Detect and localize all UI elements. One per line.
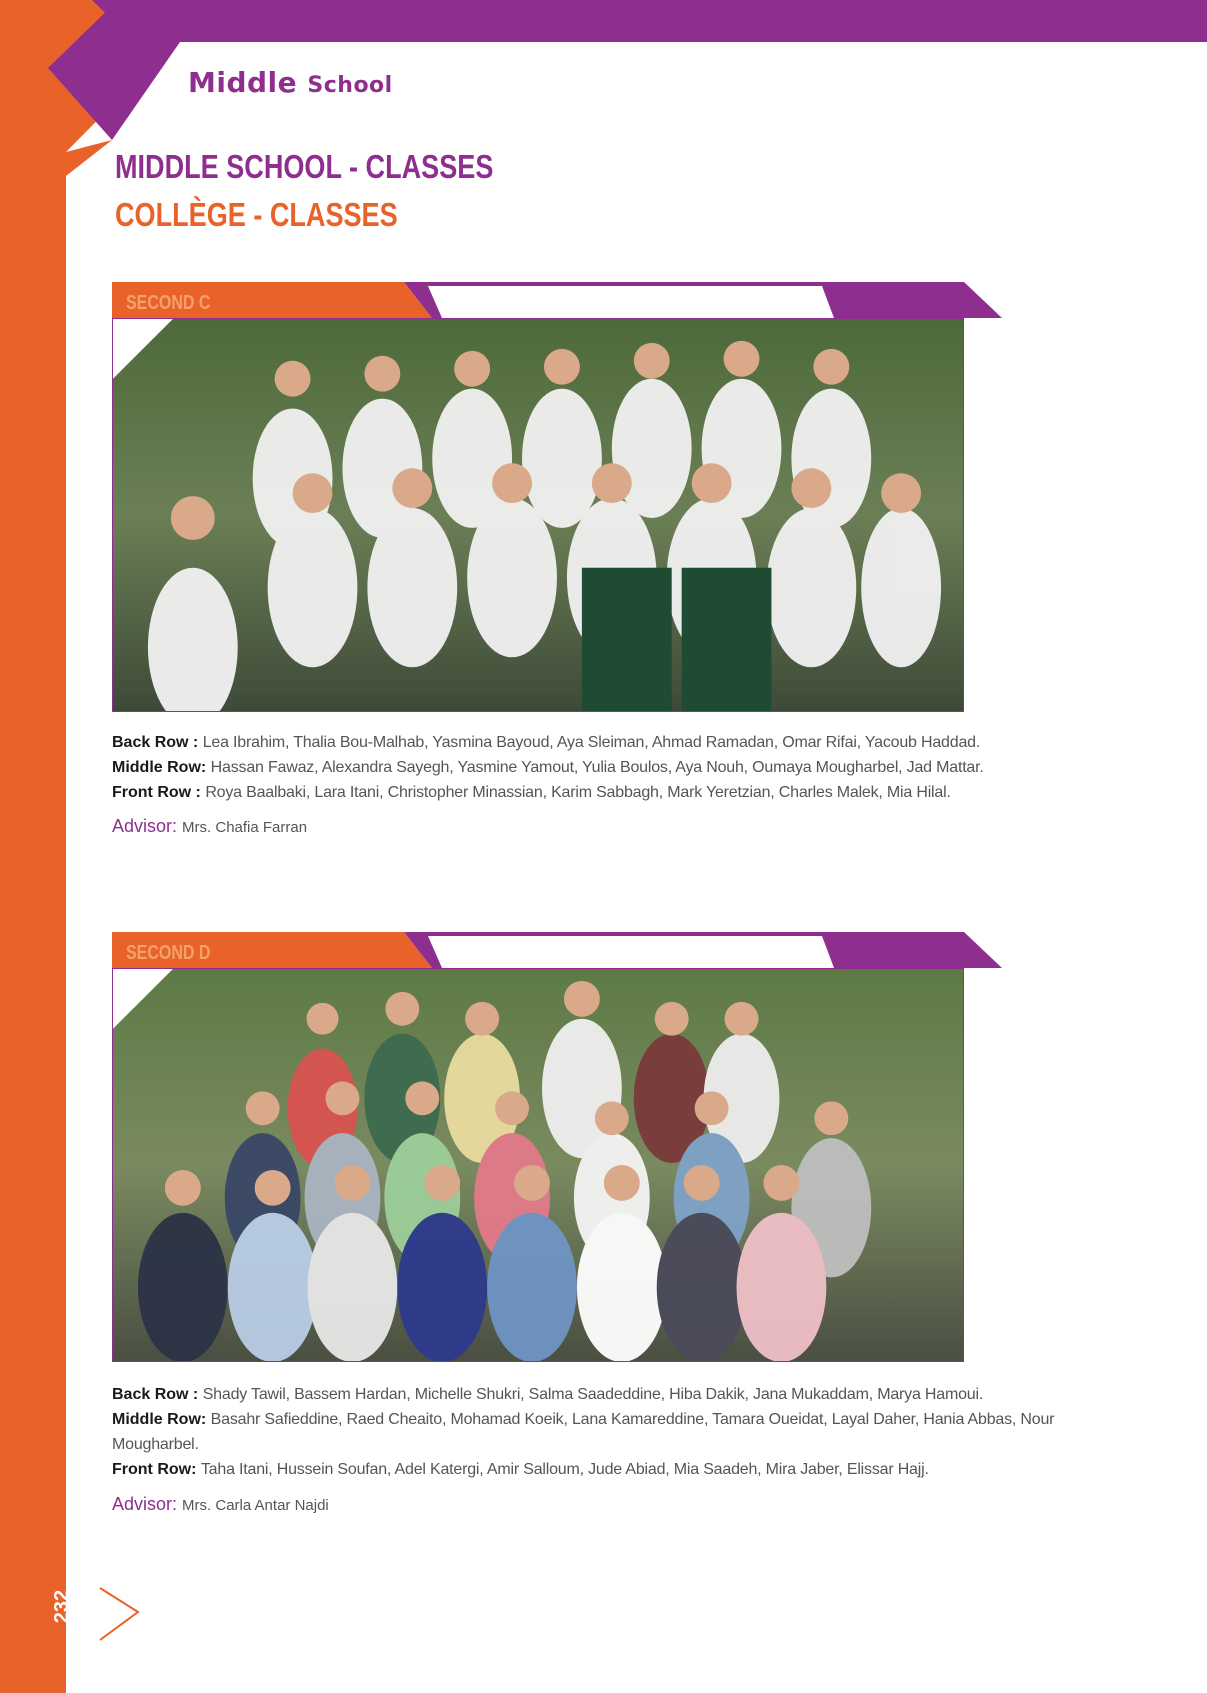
middle-row bbox=[112, 755, 1122, 780]
middle-row-names: Hassan Fawaz, Alexandra Sayegh, Yasmine Yamout, Yulia Boulos, Aya Nouh, Oumaya Mougharbel, Jad Mattar. bbox=[210, 759, 984, 776]
class-label: SECOND D bbox=[126, 942, 211, 964]
front-row bbox=[112, 780, 1122, 805]
front-row bbox=[112, 1457, 1122, 1482]
middle-row-names: Basahr Safieddine, Raed Cheaito, Mohamad Koeik, Lana Kamareddine, Tamara Oueidat, Layal Daher, Hania Abbas, Nour Mougharbel. bbox=[112, 1411, 1055, 1453]
class-photo-icon bbox=[113, 969, 963, 1361]
section-title bbox=[188, 66, 393, 99]
front-row-label: Front Row: bbox=[112, 1461, 197, 1478]
advisor-name: Mrs. Chafia Farran bbox=[182, 819, 308, 836]
page-number: 232 bbox=[51, 1589, 74, 1624]
back-row bbox=[112, 1382, 1122, 1407]
front-row-names: Roya Baalbaki, Lara Itani, Christopher Minassian, Karim Sabbagh, Mark Yeretzian, Charles Malek, Mia Hilal. bbox=[205, 784, 951, 801]
student-roster bbox=[112, 730, 1122, 805]
middle-row-label: Middle Row: bbox=[112, 759, 207, 776]
advisor bbox=[112, 816, 307, 837]
class-photo-icon bbox=[113, 319, 963, 711]
class-section-second-d bbox=[112, 932, 1055, 1532]
middle-row-label: Middle Row: bbox=[112, 1411, 207, 1428]
class-photo bbox=[112, 318, 964, 712]
back-row-label: Back Row : bbox=[112, 734, 199, 751]
section-title-main: Middle bbox=[188, 66, 298, 99]
back-row-names: Lea Ibrahim, Thalia Bou-Malhab, Yasmina Bayoud, Aya Sleiman, Ahmad Ramadan, Omar Rifai, Yacoub Haddad. bbox=[202, 734, 981, 751]
class-section-second-c bbox=[112, 282, 1002, 842]
back-row bbox=[112, 730, 1122, 755]
middle-row bbox=[112, 1407, 1122, 1457]
back-row-names: Shady Tawil, Bassem Hardan, Michelle Shukri, Salma Saadeddine, Hiba Dakik, Jana Mukaddam, Marya Hamoui. bbox=[202, 1386, 984, 1403]
class-label: SECOND C bbox=[126, 292, 211, 314]
section-title-sub: School bbox=[307, 73, 393, 98]
front-row-names: Taha Itani, Hussein Soufan, Adel Katergi, Amir Salloum, Jude Abiad, Mia Saadeh, Mira Jaber, Elissar Hajj. bbox=[200, 1461, 929, 1478]
student-roster bbox=[112, 1382, 1122, 1482]
class-photo bbox=[112, 968, 964, 1362]
page-title-french: COLLÈGE - CLASSES bbox=[115, 196, 398, 233]
advisor-label: Advisor: bbox=[112, 816, 178, 836]
advisor-name: Mrs. Carla Antar Najdi bbox=[182, 1497, 329, 1514]
page-title-english: MIDDLE SCHOOL - CLASSES bbox=[115, 148, 494, 185]
back-row-label: Back Row : bbox=[112, 1386, 199, 1403]
front-row-label: Front Row : bbox=[112, 784, 201, 801]
advisor-label: Advisor: bbox=[112, 1494, 178, 1514]
advisor bbox=[112, 1494, 329, 1515]
